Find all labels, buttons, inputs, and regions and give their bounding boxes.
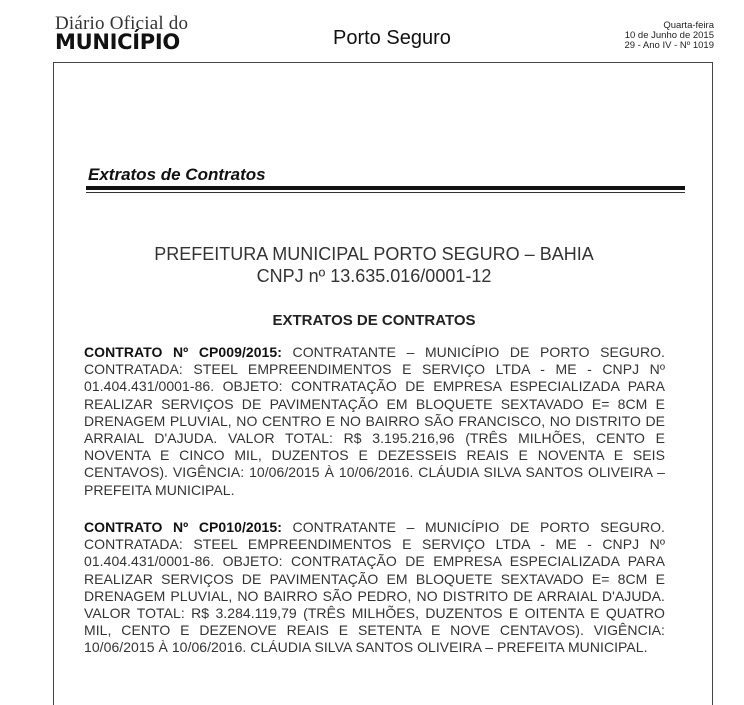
city-name: Porto Seguro: [333, 27, 451, 49]
page-frame-right: [712, 62, 713, 705]
section-divider-thick: [86, 186, 685, 190]
logo-line-1: Diário Oficial do: [55, 13, 189, 34]
contract-extract: [84, 519, 665, 657]
issue-info: [624, 21, 714, 51]
contract-text: CONTRATANTE – MUNICÍPIO DE PORTO SEGURO. CONTRATADA: STEEL EMPREENDIMENTOS E SERVIÇO LTDA - ME - CNPJ Nº 01.404.431/0001-86. OBJETO: CONTRATAÇÃO DE EMPRESA ESPECIALIZADA PARA REALIZAR SERVIÇOS DE PAVIMENTAÇÃO EM BLOQUETE SEXTAVADO E= 8CM E DRENAGEM PLUVIAL, NO BAIRRO SÃO PEDRO, NO DISTRITO DE ARRAIAL D'AJUDA. VALOR TOTAL: R$ 3.284.119,79 (TRÊS MILHÕES, DUZENTOS E OITENTA E QUATRO MIL, CENTO E DEZENOVE REAIS E SETENTA E NOVE CENTAVOS). VIGÊNCIA: 10/06/2015 À 10/06/2016. CLÁUDIA SILVA SANTOS OLIVEIRA – PREFEITA MUNICIPAL.: [84, 519, 665, 656]
organization-cnpj: CNPJ nº 13.635.016/0001-12: [256, 266, 492, 286]
document-heading: EXTRATOS DE CONTRATOS: [272, 312, 476, 329]
page-frame-left: [53, 62, 54, 705]
contract-label: CONTRATO Nº CP009/2015:: [84, 344, 282, 360]
section-title: Extratos de Contratos: [88, 165, 266, 184]
section-divider-thin: [86, 192, 685, 193]
contract-text: CONTRATANTE – MUNICÍPIO DE PORTO SEGURO. CONTRATADA: STEEL EMPREENDIMENTOS E SERVIÇO LTDA - ME - CNPJ Nº 01.404.431/0001-86. OBJETO: CONTRATAÇÃO DE EMPRESA ESPECIALIZADA PARA REALIZAR SERVIÇOS DE PAVIMENTAÇÃO EM BLOQUETE SEXTAVADO E= 8CM E DRENAGEM PLUVIAL, NO CENTRO E NO BAIRRO SÃO FRANCISCO, NO DISTRITO DE ARRAIAL D'AJUDA. VALOR TOTAL: R$ 3.195.216,96 (TRÊS MILHÕES, CENTO E NOVENTA E CINCO MIL, DUZENTOS E DEZESSEIS REAIS E NOVENTA E SEIS CENTAVOS). VIGÊNCIA: 10/06/2015 À 10/06/2016. CLÁUDIA SILVA SANTOS OLIVEIRA – PREFEITA MUNICIPAL.: [84, 344, 665, 498]
page-frame-top: [53, 62, 713, 63]
masthead: [0, 0, 744, 60]
issue-date: 10 de Junho de 2015: [624, 30, 714, 41]
logo-line-2: MUNICÍPIO: [55, 30, 180, 54]
issue-weekday: Quarta-feira: [663, 20, 714, 31]
newspaper-logo: [55, 14, 188, 53]
issue-edition: 29 - Ano IV - Nº 1019: [624, 40, 714, 51]
organization-name: PREFEITURA MUNICIPAL PORTO SEGURO – BAHIA: [154, 244, 594, 264]
contract-extract: [84, 344, 665, 499]
contract-label: CONTRATO Nº CP010/2015:: [84, 519, 282, 535]
